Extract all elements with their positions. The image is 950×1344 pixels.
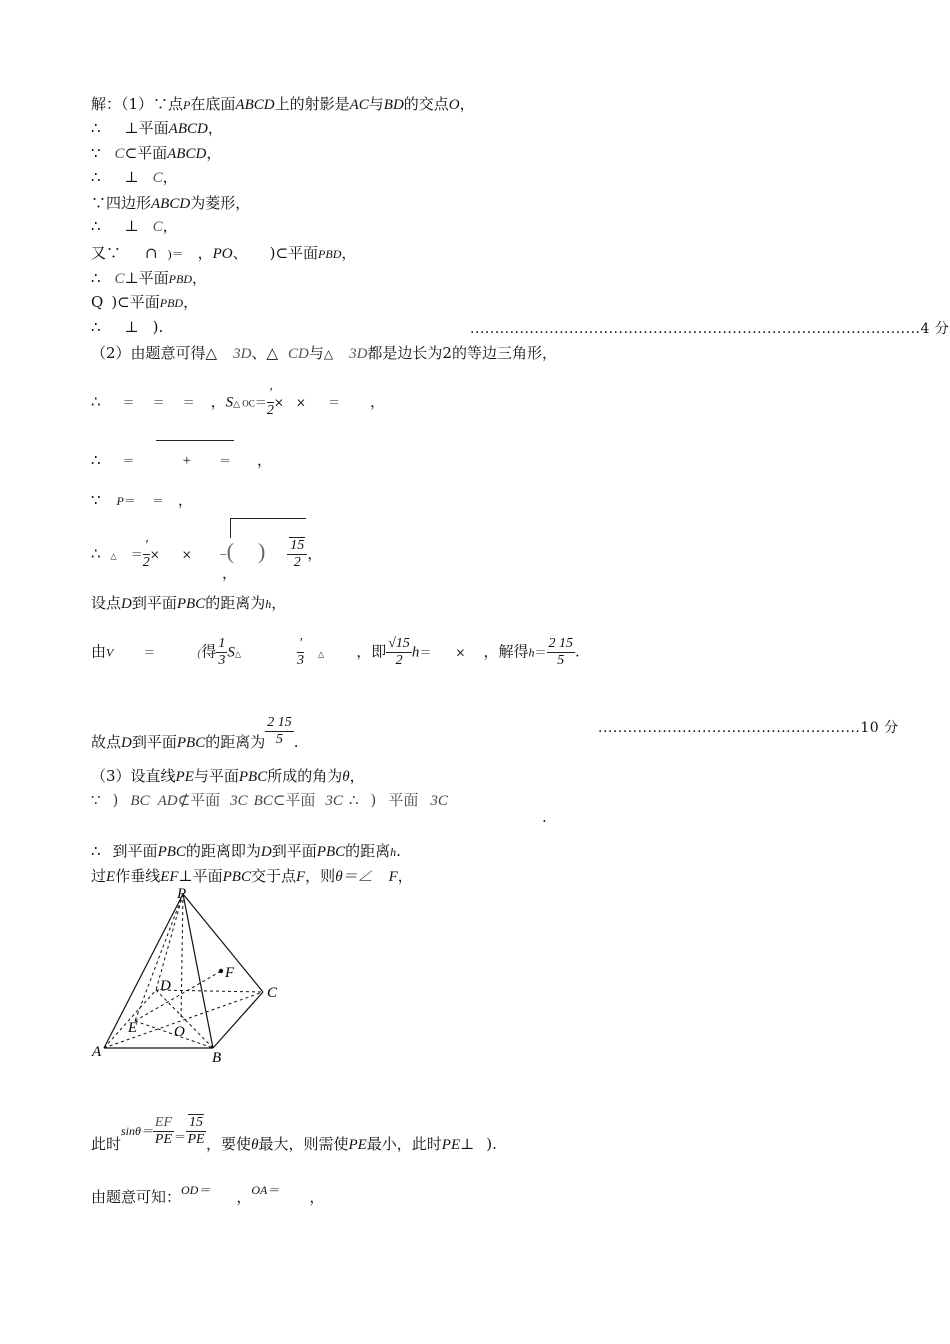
part2-line3: ∴ ＝ + ＝ ，: [91, 451, 273, 469]
part3-line5: 此时$^{sin\theta=}$ $\frac{EF}{PE}$ ＝ $\frac{15}{PE}$ ，要使θ最大，则需使PE最小，此时PE⊥ ).: [91, 1115, 497, 1153]
part1-line3: ∵ C⊂平面ABCD，: [91, 144, 222, 162]
part3-line4: 过E作垂线EF⊥平面PBC交于点F，则θ＝∠ F，: [91, 867, 413, 885]
edge-PE: [135, 894, 183, 1021]
part2-line8: 故点D到平面PBC的距离为 $\frac{2 15}{5}$ .: [91, 715, 299, 751]
edge-BC: [213, 992, 263, 1048]
part2-line4: ∵ P＝ ＝ ，: [91, 491, 193, 509]
part2-line5: ∴ △ ＝ $\frac{'}{2}$ × × −( ) $\frac{15}{2}$ ，: [91, 538, 323, 570]
part1-line8: ∴ C⊥平面PBD，: [91, 269, 208, 287]
score-4: ...........................................................................................4 分: [470, 321, 950, 337]
part1-line6: ∴ ⊥ C，: [91, 217, 178, 235]
radical-bar-2: [230, 518, 306, 519]
edge-AD: [104, 990, 156, 1048]
edge-PO: [181, 894, 183, 1020]
part3-line6: 由题意可知：$^{OD=}$ ，$^{OA=}$ ，: [91, 1183, 325, 1206]
radical-bar-1: [156, 440, 234, 441]
edge-PB: [183, 894, 213, 1048]
label-P: P: [177, 886, 187, 902]
part3-line1: （3）设直线PE与平面PBC所成的角为θ，: [91, 767, 365, 785]
label-A: A: [92, 1044, 102, 1060]
part1-line4: ∴ ⊥ C，: [91, 168, 178, 186]
label-C: C: [267, 985, 278, 1001]
edge-DC: [156, 990, 263, 992]
part1-line1: 解：（1）∵点P在底面ABCD上的射影是AC与BD的交点O，: [91, 95, 475, 113]
part1-line5: ∵四边形ABCD为菱形，: [91, 194, 251, 212]
pyramid-figure: [88, 884, 298, 1064]
label-O: O: [174, 1024, 185, 1040]
part2-line7: 由V ＝ (得 $\frac{1}{3}$ S△ $\frac{'}{3}$ △ ，即 $\frac{√15}{2}$ h＝ × ，解得h＝ $\frac{2 15}{5}$ .: [91, 636, 580, 668]
label-F: F: [225, 965, 235, 981]
label-B: B: [212, 1050, 222, 1064]
seg-EF: [135, 971, 221, 1021]
edge-PC: [183, 894, 263, 992]
part1-line7: 又∵ ∩ )＝ ，PO、 )⊂平面PBD，: [91, 244, 357, 262]
part2-line1: （2）由题意可得△ 3D、△ CD与△ 3D都是边长为2的等边三角形，: [91, 344, 557, 362]
part1-line2: ∴ ⊥平面ABCD，: [91, 119, 223, 137]
part1-line10: ∴ ⊥ ).: [91, 318, 164, 336]
part2-line5-comma: ，: [222, 564, 238, 582]
edge-PA: [104, 894, 183, 1048]
label-E: E: [128, 1020, 138, 1036]
part3-line3: ∴ 到平面PBC的距离即为D到平面PBC的距离h.: [91, 842, 401, 860]
part3-line2-end: .: [542, 808, 547, 826]
radical-hook-2: [230, 518, 231, 538]
edge-PD: [156, 894, 183, 990]
part3-line2: ∵ ) BC AD⊄平面 3C BC⊂平面 3C ∴ ) 平面 3C: [91, 791, 448, 809]
label-D: D: [160, 978, 171, 994]
part1-line9: Q )⊂平面PBD，: [91, 293, 199, 311]
part2-line6: 设点D到平面PBC的距离为h，: [91, 594, 287, 612]
part2-line2: ∴ ＝ ＝ ＝ ，S△ OC＝ $\frac{'}{2}$ × × ＝ ，: [91, 386, 385, 418]
point-F: [219, 969, 223, 973]
score-10: .....................................................10 分: [598, 720, 899, 736]
